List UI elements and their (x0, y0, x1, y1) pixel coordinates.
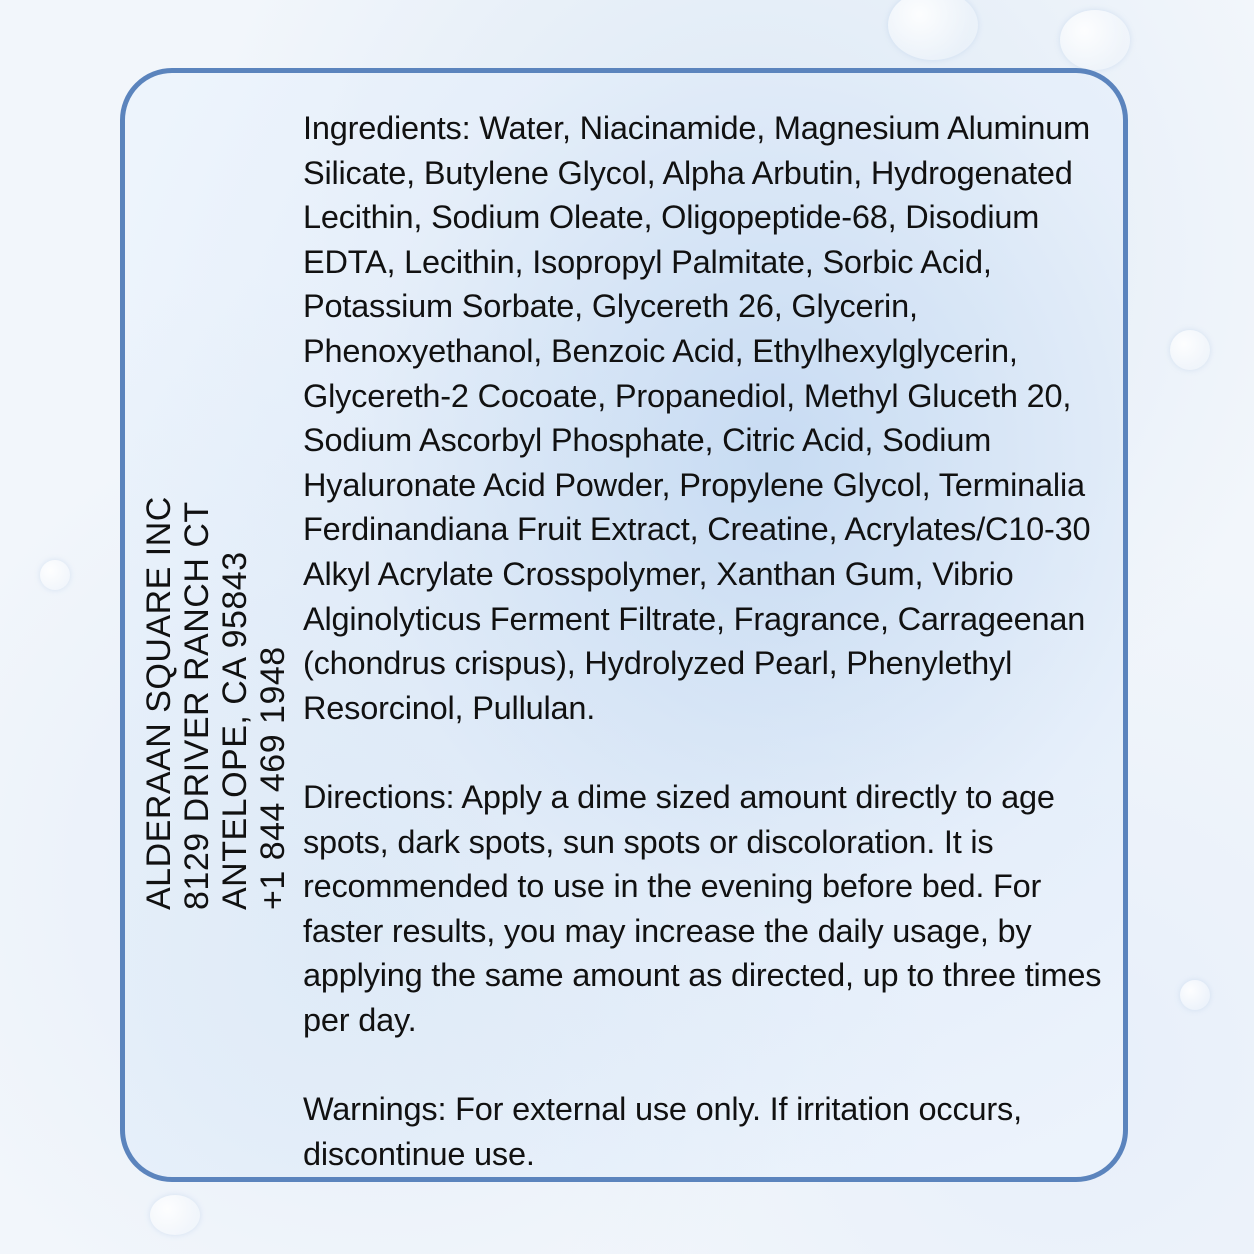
background-bubble (888, 0, 978, 60)
background-bubble (1170, 330, 1210, 370)
company-address-block (140, 420, 300, 910)
background-bubble (1060, 10, 1130, 70)
background-bubble (150, 1195, 200, 1235)
warnings-paragraph: Warnings: For external use only. If irritation occurs, discontinue use. (303, 1091, 1022, 1172)
company-city: ANTELOPE, CA 95843 (216, 551, 254, 910)
ingredients-paragraph: Ingredients: Water, Niacinamide, Magnesium Aluminum Silicate, Butylene Glycol, Alpha Arbutin, Hydrogenated Lecithin, Sodium Oleate, Oligopeptide-68, Disodium EDTA, Lecithin, Isopropyl Palmitate, Sorbic Acid, Potassium Sorbate, Glycereth 26, Glycerin, Phenoxyethanol, Benzoic Acid, Ethylhexylglycerin, Glycereth-2 Cocoate, Propanediol, Methyl Gluceth 20, Sodium Ascorbyl Phosphate, Citric Acid, Sodium Hyaluronate Acid Powder, Propylene Glycol, Terminalia Ferdinandiana Fruit Extract, Creatine, Acrylates/C10-30 Alkyl Acrylate Crosspolymer, Xanthan Gum, Vibrio Alginolyticus Ferment Filtrate, Fragrance, Carrageenan (chondrus crispus), Hydrolyzed Pearl, Phenylethyl Resorcinol, Pullulan. (303, 110, 1091, 726)
background-bubble (1180, 980, 1210, 1010)
company-name: ALDERAAN SQUARE INC (140, 496, 178, 910)
company-street: 8129 DRIVER RANCH CT (178, 501, 216, 910)
company-phone: +1 844 469 1948 (254, 646, 292, 910)
directions-paragraph: Directions: Apply a dime sized amount directly to age spots, dark spots, sun spots or discoloration. It is recommended to use in the evening before bed. For faster results, you may increase the daily usage, by applying the same amount as directed, up to three times per day. (303, 778, 1102, 1038)
label-text (303, 106, 1103, 1221)
background-bubble (40, 560, 70, 590)
